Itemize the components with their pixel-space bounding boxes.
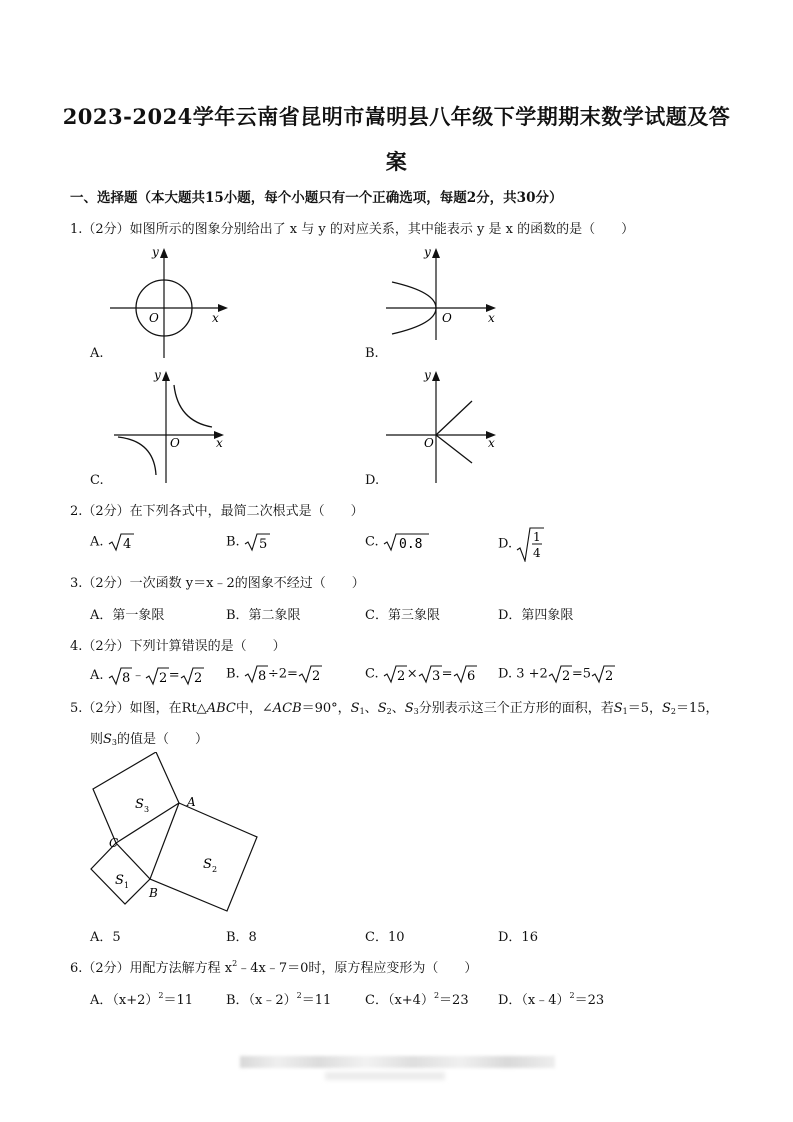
svg-text:1: 1 [124, 881, 130, 890]
q5-option-a: A．5 [90, 930, 121, 945]
q3-option-a: A．第一象限 [90, 608, 165, 623]
q1-option-c-label: C. [90, 473, 104, 488]
graph-a-x-label: x [212, 311, 219, 325]
document-title-line2: 案 [385, 149, 408, 174]
q4-option-a: A. 8 ﹣ 2 = 2 [90, 668, 202, 686]
label-s1: S [115, 873, 124, 888]
svg-text:2: 2 [212, 865, 218, 874]
question-5-stem-line1: 5.（2分）如图，在Rt△ABC中，∠ACB＝90°，$S_1$、$S_2$、$S_3$分别表示这三个正方形的面积，若$S_1=5$，$S_2=15$， [70, 701, 719, 716]
graph-d-x-label: x [488, 436, 495, 450]
svg-text:2: 2 [561, 669, 571, 684]
svg-text:0.8: 0.8 [398, 537, 423, 552]
q5-option-c: C．10 [365, 930, 405, 945]
graph-d-origin: O [424, 436, 434, 450]
graph-b-x-label: x [488, 311, 495, 325]
svg-text:2: 2 [193, 670, 202, 686]
svg-text:6: 6 [466, 669, 475, 684]
q3-option-c: C．第三象限 [365, 608, 440, 623]
svg-text:3: 3 [431, 669, 440, 684]
question-1-stem: 1.（2分）如图所示的图象分别给出了 x 与 y 的对应关系，其中能表示 y 是 x 的函数的是（ ） [70, 222, 635, 237]
q2-option-c: C. 0.8 [365, 532, 429, 552]
sqrt-symbol [383, 532, 429, 552]
graph-c [108, 365, 238, 485]
svg-text:3: 3 [144, 805, 150, 814]
q6-option-a: A．$(x+2)^2=11$ [90, 991, 194, 1008]
graph-b [380, 242, 510, 342]
svg-text:2: 2 [396, 669, 406, 684]
graph-d [380, 365, 510, 485]
svg-text:2: 2 [604, 669, 614, 684]
sqrt-symbol [244, 532, 270, 552]
q5-option-d: D．16 [498, 930, 538, 945]
svg-text:2: 2 [158, 670, 167, 686]
q2-option-d: D. 1 4 [498, 526, 544, 562]
q4-option-c: C. 2 × 3 = 6 [365, 666, 475, 684]
svg-text:4: 4 [533, 546, 541, 560]
q1-option-d-label: D. [365, 473, 380, 488]
q2-option-a: A. 4 [90, 532, 134, 552]
vertex-c: C [109, 836, 119, 850]
sqrt-fraction-symbol [516, 526, 544, 562]
graph-a-y-label: y [152, 245, 159, 259]
q2-option-b: B. 5 [226, 532, 270, 552]
graph-d-y-label: y [424, 368, 431, 382]
vertex-b: B [149, 886, 158, 900]
vertex-a: A [187, 795, 196, 809]
sqrt-symbol [108, 532, 134, 552]
q6-option-c: C．$(x+4)^2=23$ [365, 991, 469, 1008]
graph-a-origin: O [149, 311, 159, 325]
pythagoras-squares-figure [85, 752, 270, 922]
question-2-stem: 2.（2分）在下列各式中，最简二次根式是（ ） [70, 504, 364, 519]
question-4-stem: 4.（2分）下列计算错误的是（ ） [70, 639, 286, 654]
svg-text:8: 8 [121, 670, 130, 686]
section-heading: 一、选择题（本大题共15小题，每个小题只有一个正确选项，每题2分，共30分） [70, 190, 563, 206]
q3-option-d: D．第四象限 [498, 608, 574, 623]
svg-text:4: 4 [122, 537, 131, 552]
blurred-footer-watermark [240, 1056, 555, 1068]
q5-option-b: B．8 [226, 930, 257, 945]
svg-text:2: 2 [311, 669, 321, 684]
question-3-stem: 3.（2分）一次函数 y＝x﹣2的图象不经过（ ） [70, 576, 365, 591]
graph-b-y-label: y [424, 245, 431, 259]
graph-c-origin: O [170, 436, 180, 450]
graph-a [100, 242, 240, 362]
question-5-stem-line2: 则$S_3$的值是（ ） [90, 732, 209, 747]
q3-option-b: B．第二象限 [226, 608, 301, 623]
svg-text:1: 1 [533, 530, 541, 544]
q1-option-a-label: A. [90, 346, 104, 361]
document-title-line1: 2023-2024学年云南省昆明市嵩明县八年级下学期期末数学试题及答 [62, 104, 731, 129]
graph-c-y-label: y [154, 368, 161, 382]
q1-option-b-label: B. [365, 346, 379, 361]
svg-text:5: 5 [258, 537, 268, 552]
question-6-stem: 6.（2分）用配方法解方程 $x^2﹣4x﹣7=0$时，原方程应变形为（ ） [70, 959, 478, 976]
blurred-footer-watermark-2 [325, 1072, 445, 1080]
q6-option-b: B．（x﹣2）$^2$＝11 [226, 991, 332, 1008]
label-s2: S [203, 857, 212, 872]
graph-c-x-label: x [216, 436, 223, 450]
q4-option-b: B. 8 ÷2= 2 [226, 666, 321, 684]
q6-option-d: D．（x﹣4）$^2$＝23 [498, 991, 605, 1008]
graph-b-origin: O [442, 311, 452, 325]
label-s3: S [135, 797, 144, 812]
q4-option-d: D. 3 +2 2 =5 2 [498, 666, 614, 684]
svg-text:8: 8 [257, 669, 267, 684]
